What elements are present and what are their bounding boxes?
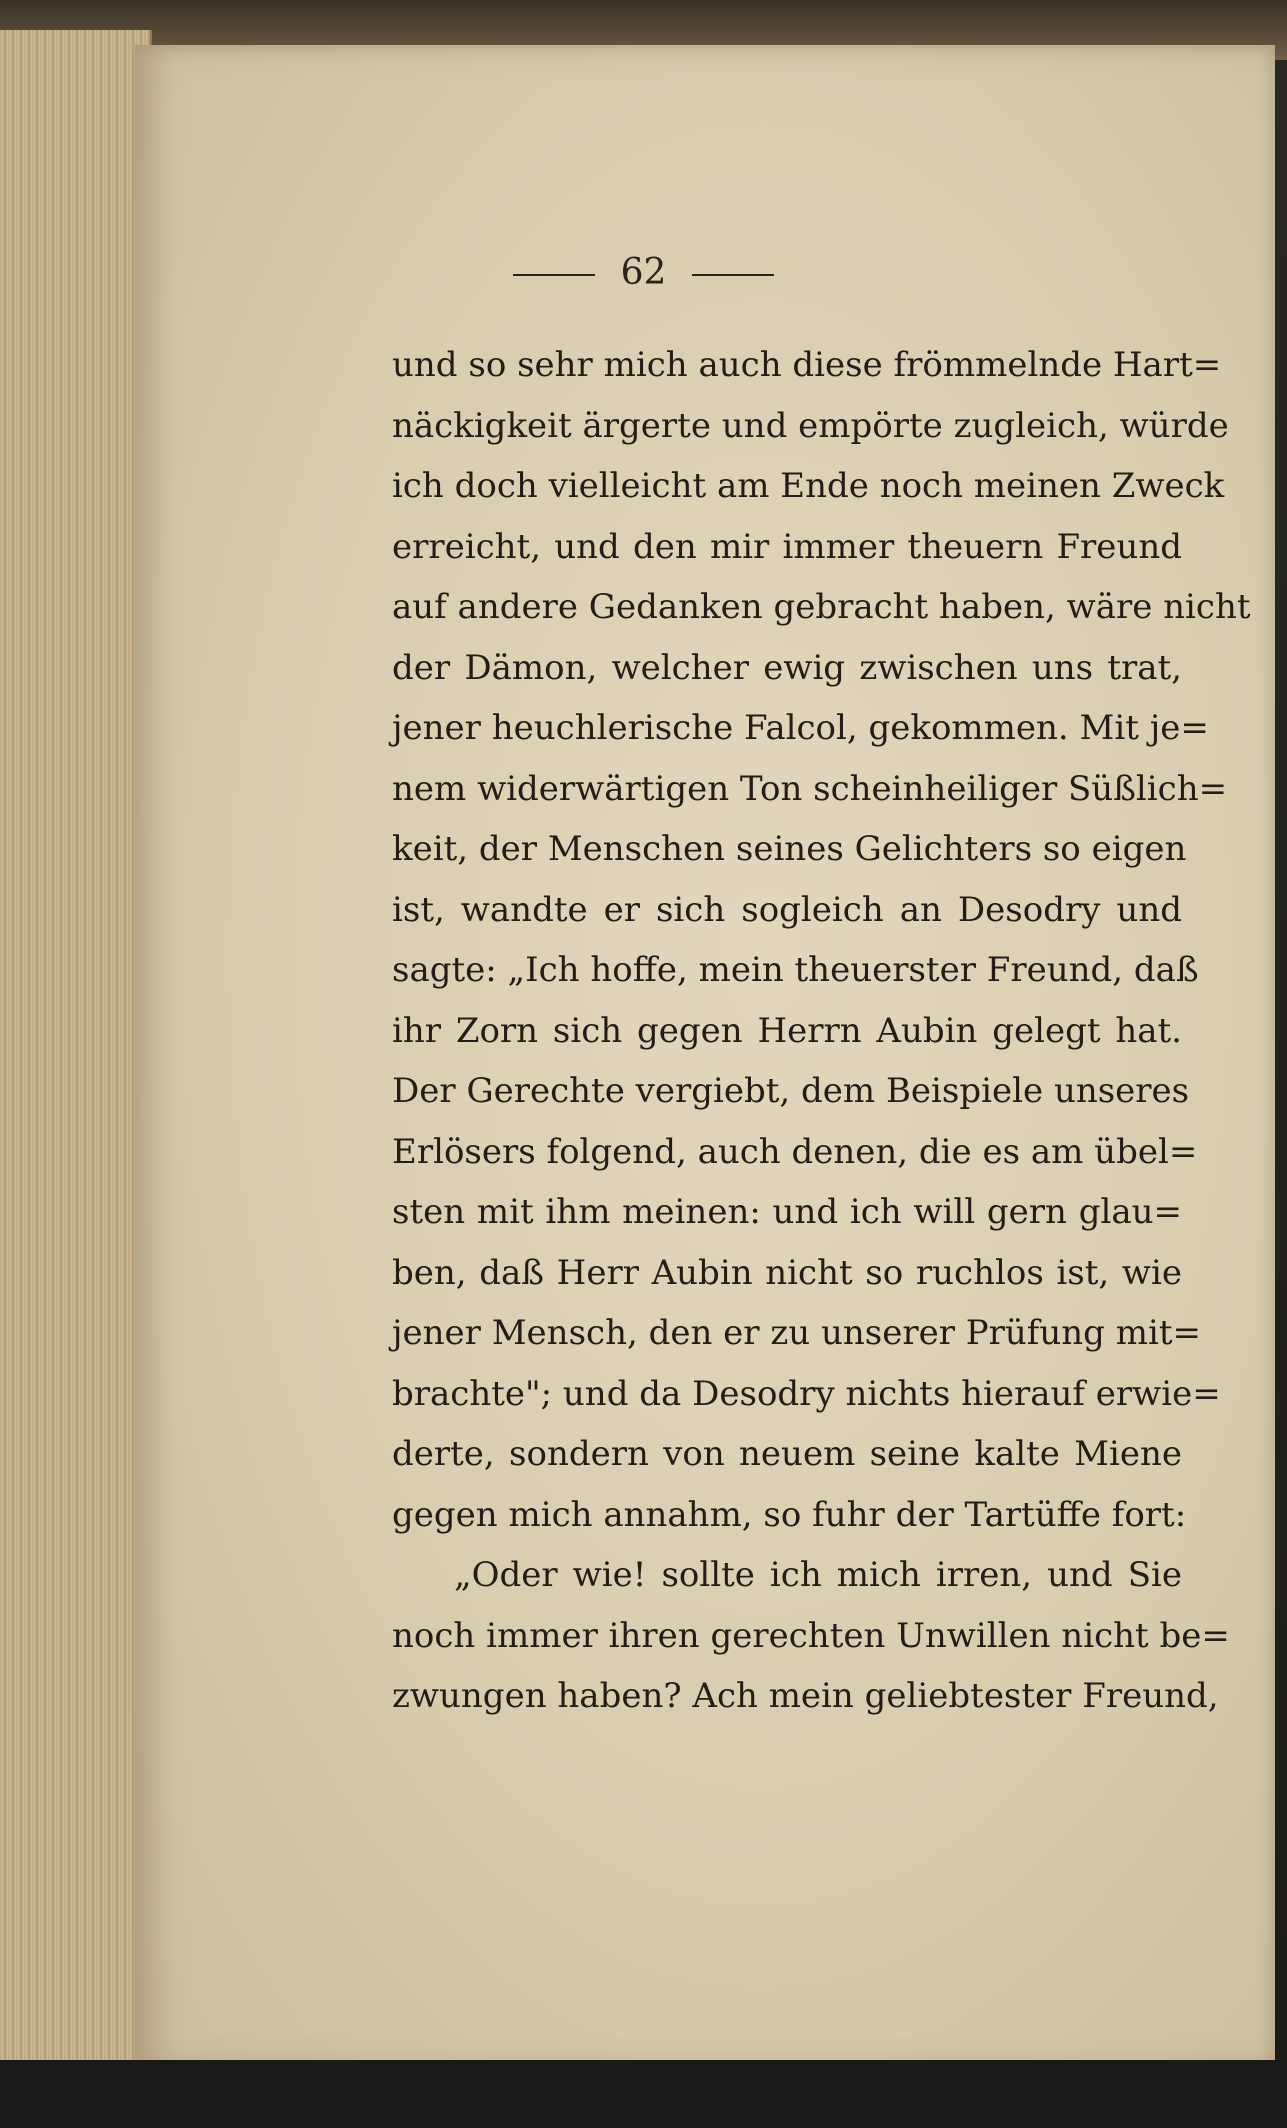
text-line: zwungen haben? Ach mein geliebtester Freund,: [392, 1676, 1219, 1716]
text-line: und so sehr mich auch diese frömmelnde Hart=: [392, 345, 1222, 385]
page-block-edges: [0, 30, 152, 2060]
page-number-header: [0, 252, 1287, 293]
text-line: Erlösers folgend, auch denen, die es am übel=: [392, 1131, 1198, 1172]
text-line: ich doch vielleicht am Ende noch meinen Zweck: [392, 466, 1225, 506]
body-text: [392, 335, 1251, 1727]
text-line: ihr Zorn sich gegen Herrn Aubin gelegt hat.: [392, 1010, 1182, 1051]
header-dash-right: [692, 274, 774, 276]
text-line: keit, der Menschen seines Gelichters so eigen: [392, 829, 1187, 869]
text-line: jener Mensch, den er zu unserer Prüfung mit=: [392, 1313, 1202, 1353]
text-line: jener heuchlerische Falcol, gekommen. Mit je=: [392, 708, 1209, 748]
text-line: noch immer ihren gerechten Unwillen nicht be=: [392, 1615, 1230, 1656]
text-line: brachte"; und da Desodry nichts hierauf erwie=: [392, 1373, 1221, 1414]
text-line: erreicht, und den mir immer theuern Freund: [392, 526, 1182, 567]
text-line: „Oder wie! sollte ich mich irren, und Sie: [454, 1555, 1182, 1595]
text-line: näckigkeit ärgerte und empörte zugleich, würde: [392, 405, 1229, 446]
text-line: auf andere Gedanken gebracht haben, wäre nicht: [392, 587, 1251, 627]
header-dash-left: [513, 274, 595, 276]
text-line: derte, sondern von neuem seine kalte Miene: [392, 1434, 1182, 1474]
background-bottom: [0, 2060, 1287, 2128]
text-line: nem widerwärtigen Ton scheinheiliger Süßlich=: [392, 768, 1228, 809]
text-line: Der Gerechte vergiebt, dem Beispiele unseres: [392, 1071, 1190, 1111]
text-line: der Dämon, welcher ewig zwischen uns trat,: [392, 647, 1182, 688]
text-line: sten mit ihm meinen: und ich will gern glau=: [392, 1192, 1182, 1232]
text-line: ist, wandte er sich sogleich an Desodry und: [392, 889, 1182, 930]
text-line: ben, daß Herr Aubin nicht so ruchlos ist, wie: [392, 1252, 1182, 1293]
text-line: gegen mich annahm, so fuhr der Tartüffe fort:: [392, 1494, 1187, 1535]
page-number: 62: [620, 252, 667, 293]
text-line: sagte: „Ich hoffe, mein theuerster Freund, daß: [392, 950, 1199, 990]
